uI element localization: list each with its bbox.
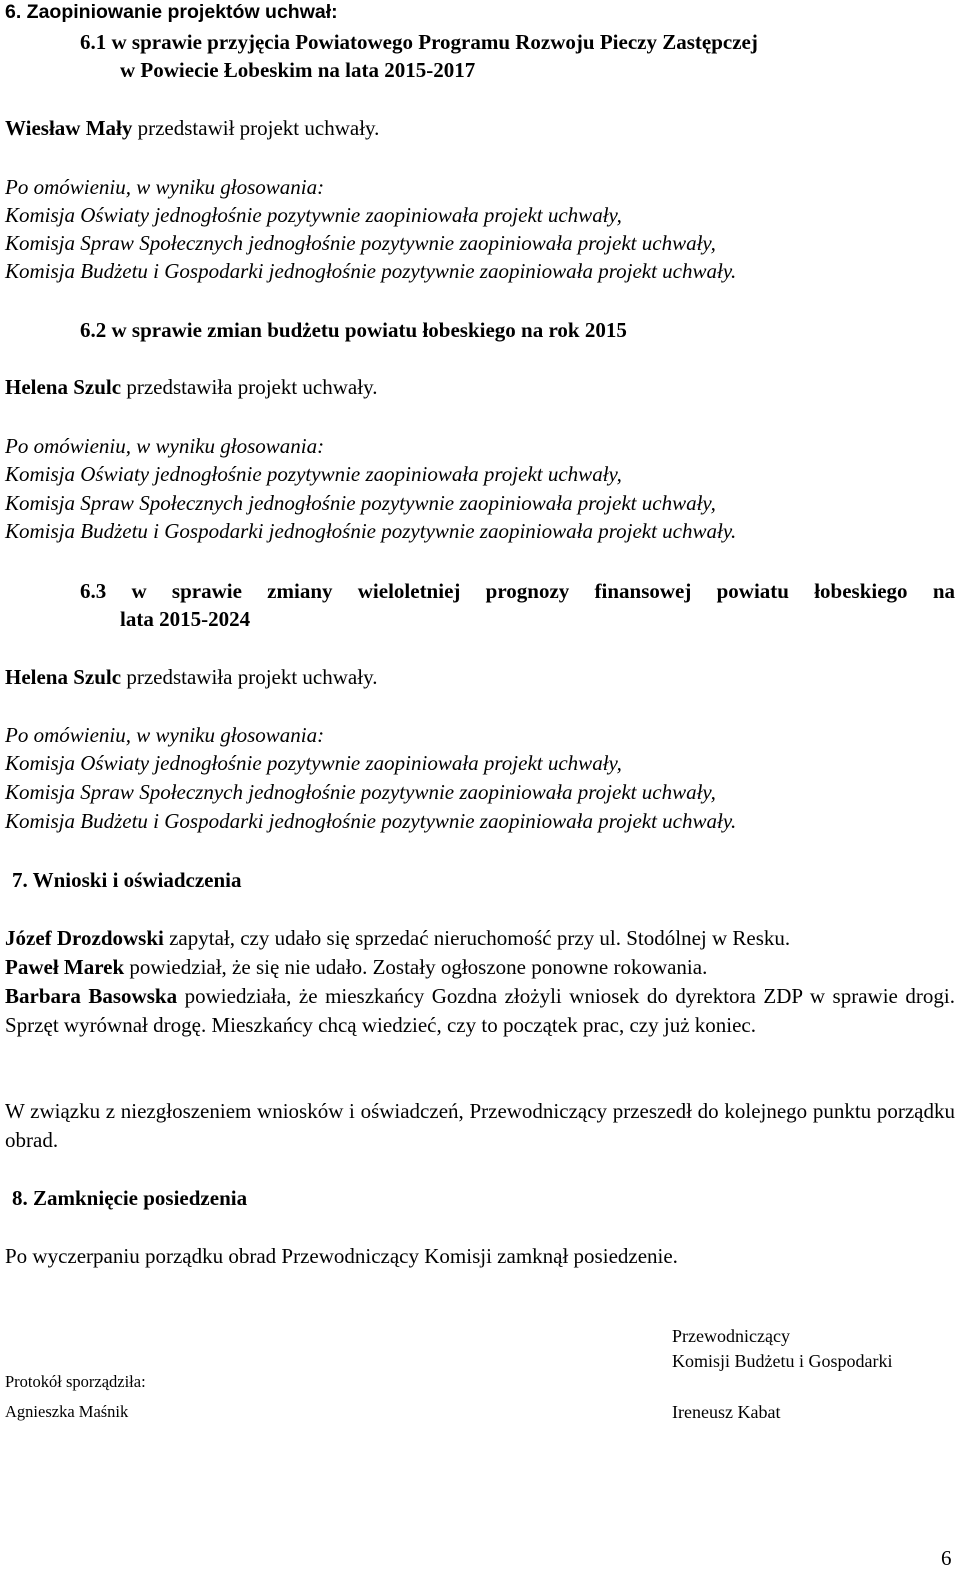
section-8-title: 8. Zamknięcie posiedzenia	[12, 1186, 248, 1210]
closing-statement: Po wyczerpaniu porządku obrad Przewodniczący Komisji zamknął posiedzenie.	[5, 1244, 678, 1268]
vote-intro-2: Po omówieniu, w wyniku głosowania:	[5, 434, 325, 458]
page-number: 6	[941, 1546, 952, 1570]
protocol-author: Agnieszka Maśnik	[5, 1402, 129, 1421]
presenter-text: przedstawił projekt uchwały.	[132, 116, 380, 140]
vote-intro-1: Po omówieniu, w wyniku głosowania:	[5, 175, 325, 199]
presenter-line-2	[5, 377, 377, 398]
vote-intro-3: Po omówieniu, w wyniku głosowania:	[5, 723, 325, 747]
presenter-line-1	[5, 118, 379, 139]
question-1	[5, 928, 790, 949]
vote-line: Komisja Spraw Społecznych jednogłośnie pozytywnie zaopiniowała projekt uchwały,	[5, 231, 716, 255]
presenter-name: Helena Szulc	[5, 375, 122, 399]
chairman-committee: Komisji Budżetu i Gospodarki	[672, 1351, 893, 1371]
section-6-title: 6. Zaopiniowanie projektów uchwał:	[5, 1, 338, 23]
speaker-name: Józef Drozdowski	[5, 926, 164, 950]
presenter-text: przedstawiła projekt uchwały.	[121, 665, 378, 689]
chairman-name: Ireneusz Kabat	[672, 1402, 781, 1422]
vote-line: Komisja Budżetu i Gospodarki jednogłośnie pozytywnie zaopiniowała projekt uchwały.	[5, 519, 737, 543]
chairman-title: Przewodniczący	[672, 1326, 790, 1346]
vote-line: Komisja Oświaty jednogłośnie pozytywnie zaopiniowała projekt uchwały,	[5, 203, 622, 227]
vote-line: Komisja Budżetu i Gospodarki jednogłośnie pozytywnie zaopiniowała projekt uchwały.	[5, 809, 737, 833]
presenter-line-3	[5, 667, 377, 688]
vote-line: Komisja Oświaty jednogłośnie pozytywnie zaopiniowała projekt uchwały,	[5, 751, 622, 775]
closing-paragraph: W związku z niezgłoszeniem wniosków i oświadczeń, Przewodniczący przeszedł do kolejnego punktu porządku obrad.	[5, 1099, 955, 1152]
presenter-name: Helena Szulc	[5, 665, 122, 689]
item-6-2: 6.2 w sprawie zmian budżetu powiatu łobeskiego na rok 2015	[80, 318, 627, 342]
item-6-1-line1: 6.1 w sprawie przyjęcia Powiatowego Programu Rozwoju Pieczy Zastępczej	[80, 30, 758, 54]
presenter-name: Wiesław Mały	[5, 116, 133, 140]
item-6-3-line2: lata 2015-2024	[120, 607, 251, 631]
presenter-text: przedstawiła projekt uchwały.	[121, 375, 378, 399]
item-6-1-line2: w Powiecie Łobeskim na lata 2015-2017	[120, 58, 476, 82]
protocol-label: Protokół sporządziła:	[5, 1372, 146, 1391]
vote-line: Komisja Spraw Społecznych jednogłośnie pozytywnie zaopiniowała projekt uchwały,	[5, 780, 716, 804]
speaker-text: zapytał, czy udało się sprzedać nieruchomość przy ul. Stodólnej w Resku.	[163, 926, 791, 950]
item-6-3-line1: 6.3 w sprawie zmiany wieloletniej prognozy finansowej powiatu łobeskiego na	[80, 579, 955, 603]
vote-line: Komisja Spraw Społecznych jednogłośnie pozytywnie zaopiniowała projekt uchwały,	[5, 491, 716, 515]
speaker-name: Barbara Basowska	[5, 984, 178, 1008]
speaker-text: powiedział, że się nie udało. Zostały ogłoszone ponowne rokowania.	[124, 955, 708, 979]
speaker-name: Paweł Marek	[5, 955, 125, 979]
speaker-text: powiedziała, że mieszkańcy Gozdna złożyli wniosek do dyrektora ZDP w sprawie drogi. Sprzęt wyrównał drogę. Mieszkańcy chcą wiedzieć, czy to początek prac, czy już koniec.	[5, 984, 955, 1037]
vote-line: Komisja Oświaty jednogłośnie pozytywnie zaopiniowała projekt uchwały,	[5, 462, 622, 486]
vote-line: Komisja Budżetu i Gospodarki jednogłośnie pozytywnie zaopiniowała projekt uchwały.	[5, 259, 737, 283]
question-2	[5, 982, 955, 1040]
section-7-title: 7. Wnioski i oświadczenia	[12, 868, 242, 892]
answer-1	[5, 957, 707, 978]
